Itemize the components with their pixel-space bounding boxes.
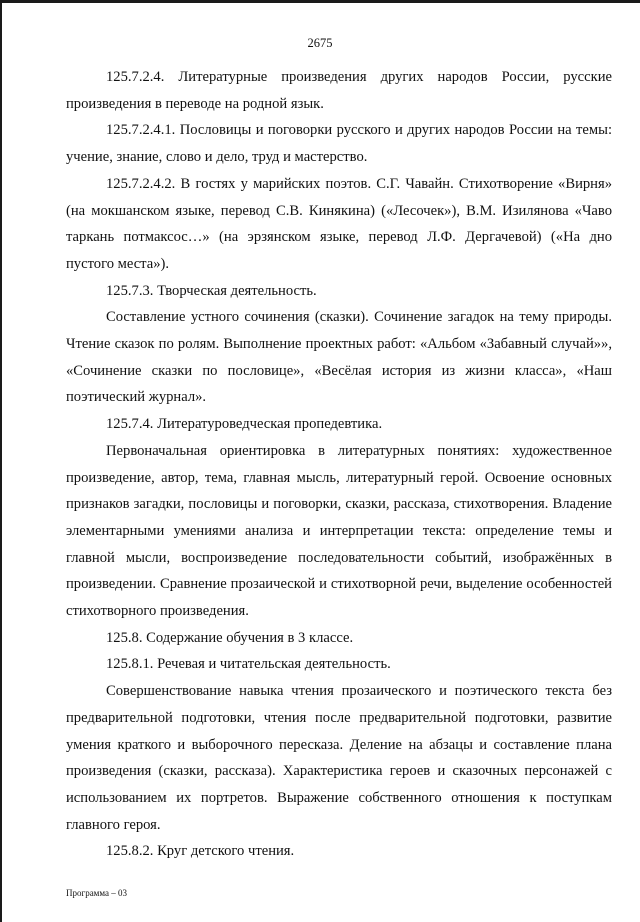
- section-heading-125-7-3: 125.7.3. Творческая деятельность.: [106, 282, 317, 299]
- paragraph-125-7-2-4-2: 125.7.2.4.2. В гостях у марийских поэтов. С.Г. Чавайн. Стихотворение «Вирня» (на мокшанском языке, перевод С.В. Кинякина) («Лесочек»), В.М. Изилянова «Чаво таркань потмаксос…» (на эрзянском языке, перевод Л.Ф. Дергачевой) («На дно пустого места»).: [66, 175, 612, 272]
- paragraph-125-7-2-4-1: 125.7.2.4.1. Пословицы и поговорки русского и других народов России на темы: учение, знание, слово и дело, труд и мастерство.: [66, 122, 612, 166]
- paragraph-125-7-2-4: 125.7.2.4. Литературные произведения других народов России, русские произведения в переводе на родной язык.: [66, 69, 612, 112]
- paragraph-literary-propaedeutics: Первоначальная ориентировка в литературных понятиях: художественное произведение, автор, тема, главная мысль, литературный герой. Освоение основных признаков загадки, пословицы и поговорки, сказки, рассказа, стихотворения. Владение элементарными умениями анализа и интерпретации текста: определение темы и главной мысли, воспроизведение последовательности событий, изображённых в произведении. Сравнение прозаической и стихотворной речи, выделение особенностей стихотворного произведения.: [66, 442, 612, 620]
- scan-border-top: [0, 0, 640, 3]
- document-body: [66, 64, 612, 865]
- page-number: 2675: [307, 36, 333, 50]
- section-heading-125-8: 125.8. Содержание обучения в 3 классе.: [106, 629, 354, 646]
- section-heading-125-8-1: 125.8.1. Речевая и читательская деятельность.: [106, 656, 391, 673]
- paragraph-reading-activity: Совершенствование навыка чтения прозаического и поэтического текста без предварительной подготовки, чтения после предварительной подготовки, развитие умения краткого и выборочного пересказа. Деление на абзацы и составление плана произведения (сказки, рассказа). Характеристика героев и сказочных персонажей с использованием их портретов. Выражение собственного отношения к поступкам главного героя.: [66, 683, 612, 833]
- section-heading-125-8-2: 125.8.2. Круг детского чтения.: [106, 843, 295, 860]
- section-heading-125-7-4: 125.7.4. Литературоведческая пропедевтика.: [106, 416, 383, 433]
- footer-program-label: Программа – 03: [66, 888, 128, 898]
- paragraph-creative-activity: Составление устного сочинения (сказки). Сочинение загадок на тему природы. Чтение сказок по ролям. Выполнение проектных работ: «Альбом «Забавный случай»», «Сочинение сказки по пословице», «Весёлая история из жизни класса», «Наш поэтический журнал».: [66, 309, 612, 406]
- scan-border-left: [0, 0, 2, 922]
